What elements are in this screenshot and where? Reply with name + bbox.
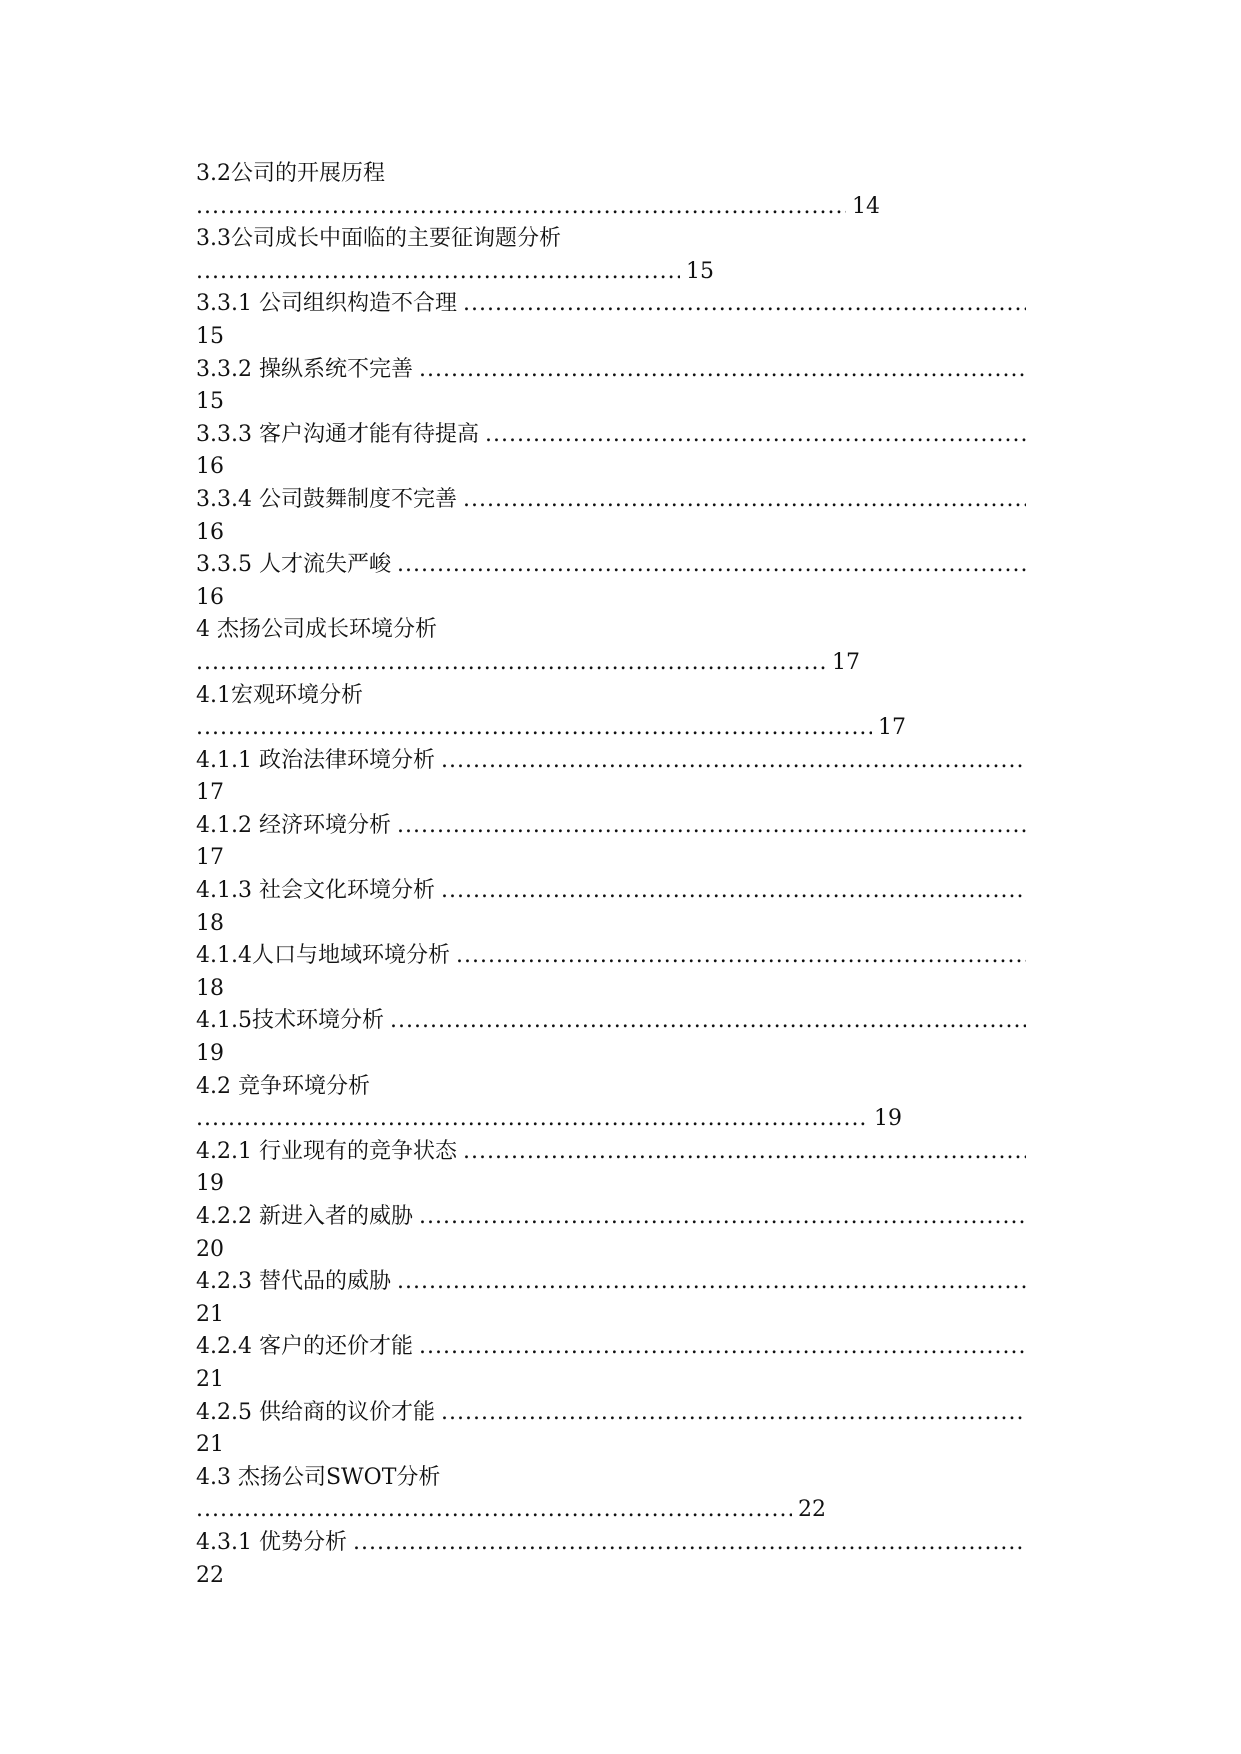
toc-entry-title: 3.3.4 公司鼓舞制度不完善 bbox=[196, 486, 457, 512]
toc-entry bbox=[196, 1266, 1026, 1299]
toc-entry-title: 3.3.2 操纵系统不完善 bbox=[196, 356, 413, 382]
dot-leader bbox=[441, 1397, 1026, 1430]
toc-entry-title: 4.2.5 供给商的议价才能 bbox=[196, 1399, 435, 1425]
toc-entry bbox=[196, 1201, 1026, 1234]
toc-entry-title: 4.1.3 社会文化环境分析 bbox=[196, 878, 435, 904]
dot-leader bbox=[196, 1103, 868, 1136]
dot-leader bbox=[196, 1494, 792, 1527]
toc-entry-title: 4.1宏观环境分析 bbox=[196, 682, 363, 708]
dot-leader bbox=[441, 875, 1026, 908]
dot-leader bbox=[353, 1527, 1026, 1560]
toc-page-number: 16 bbox=[196, 454, 224, 480]
dot-leader bbox=[463, 484, 1026, 517]
toc-entry-leader bbox=[196, 191, 1026, 224]
toc-entry bbox=[196, 1005, 1026, 1038]
toc-entry-title: 4.3.1 优势分析 bbox=[196, 1529, 347, 1555]
toc-entry-leader bbox=[196, 647, 1026, 680]
dot-leader bbox=[419, 354, 1026, 387]
toc-entry bbox=[196, 484, 1026, 517]
toc-page-number: 20 bbox=[196, 1236, 224, 1262]
toc-entry bbox=[196, 1331, 1026, 1364]
toc-entry-title: 4.2.2 新进入者的威胁 bbox=[196, 1204, 413, 1229]
toc-entry bbox=[196, 1527, 1026, 1560]
toc-entry-title: 4.2.3 替代品的威胁 bbox=[196, 1269, 391, 1295]
toc-page-number: 17 bbox=[196, 780, 224, 806]
dot-leader bbox=[419, 1331, 1026, 1364]
toc-entry-title: 4 杰扬公司成长环境分析 bbox=[196, 617, 437, 643]
toc-entry-title: 4.2.1 行业现有的竞争状态 bbox=[196, 1138, 457, 1164]
toc-entry bbox=[196, 288, 1026, 321]
toc-entry-title: 4.1.2 经济环境分析 bbox=[196, 812, 391, 838]
toc-page-number: 19 bbox=[874, 1106, 902, 1132]
toc-entry-title: 3.3公司成长中面临的主要征询题分析 bbox=[196, 226, 561, 252]
toc-entry bbox=[196, 419, 1026, 452]
toc-entry bbox=[196, 940, 1026, 973]
toc-page-number: 17 bbox=[196, 845, 224, 871]
dot-leader bbox=[419, 1201, 1026, 1234]
toc-page-number: 21 bbox=[196, 1366, 224, 1392]
toc-page-number: 14 bbox=[852, 193, 880, 219]
dot-leader bbox=[456, 940, 1026, 973]
toc-entry bbox=[196, 875, 1026, 908]
dot-leader bbox=[463, 288, 1026, 321]
toc-entry bbox=[196, 745, 1026, 778]
toc-page-number: 16 bbox=[196, 519, 224, 545]
toc-entry-title: 4.2.4 客户的还价才能 bbox=[196, 1334, 413, 1360]
dot-leader bbox=[441, 745, 1026, 778]
toc-page-number: 17 bbox=[878, 715, 906, 741]
toc-entry-title: 3.3.1 公司组织构造不合理 bbox=[196, 291, 457, 317]
dot-leader bbox=[463, 1136, 1026, 1169]
toc-entry bbox=[196, 354, 1026, 387]
toc-page-number: 15 bbox=[196, 389, 224, 415]
toc-entry-leader bbox=[196, 1494, 1026, 1527]
toc-page-number: 22 bbox=[196, 1562, 224, 1588]
toc-entry bbox=[196, 549, 1026, 582]
toc-entry-leader bbox=[196, 712, 1026, 745]
toc-entry-title: 4.1.1 政治法律环境分析 bbox=[196, 747, 435, 773]
toc-page-number: 21 bbox=[196, 1432, 224, 1458]
toc-entry-title: 4.3 杰扬公司SWOT分析 bbox=[196, 1464, 441, 1490]
toc-page-number: 15 bbox=[196, 323, 224, 349]
toc-entry bbox=[196, 1136, 1026, 1169]
toc-page-number: 15 bbox=[686, 258, 714, 284]
dot-leader bbox=[196, 191, 846, 224]
toc-entry-title: 4.2 竞争环境分析 bbox=[196, 1073, 370, 1099]
dot-leader bbox=[397, 1266, 1026, 1299]
toc-entry-leader bbox=[196, 1103, 1026, 1136]
toc-page-number: 19 bbox=[196, 1041, 224, 1067]
dot-leader bbox=[485, 419, 1026, 452]
toc-entry-title: 3.2公司的开展历程 bbox=[196, 161, 385, 186]
dot-leader bbox=[196, 256, 680, 289]
toc-page-number: 22 bbox=[798, 1497, 826, 1523]
toc-page-number: 17 bbox=[832, 649, 860, 675]
toc-entry-title: 3.3.3 客户沟通才能有待提高 bbox=[196, 421, 479, 447]
toc-entry-title: 4.1.4人口与地域环境分析 bbox=[196, 943, 450, 969]
table-of-contents bbox=[196, 158, 1026, 1592]
dot-leader bbox=[397, 549, 1026, 582]
toc-page-number: 19 bbox=[196, 1171, 224, 1197]
toc-page-number: 16 bbox=[196, 584, 224, 610]
toc-entry bbox=[196, 1397, 1026, 1430]
dot-leader bbox=[390, 1005, 1026, 1038]
toc-page-number: 21 bbox=[196, 1301, 224, 1327]
toc-entry-leader bbox=[196, 256, 1026, 289]
dot-leader bbox=[397, 810, 1026, 843]
toc-page-number: 18 bbox=[196, 975, 224, 1001]
dot-leader bbox=[196, 712, 872, 745]
toc-entry-title: 4.1.5技术环境分析 bbox=[196, 1008, 384, 1034]
dot-leader bbox=[196, 647, 826, 680]
toc-entry-title: 3.3.5 人才流失严峻 bbox=[196, 552, 391, 578]
toc-entry bbox=[196, 810, 1026, 843]
toc-page-number: 18 bbox=[196, 910, 224, 936]
